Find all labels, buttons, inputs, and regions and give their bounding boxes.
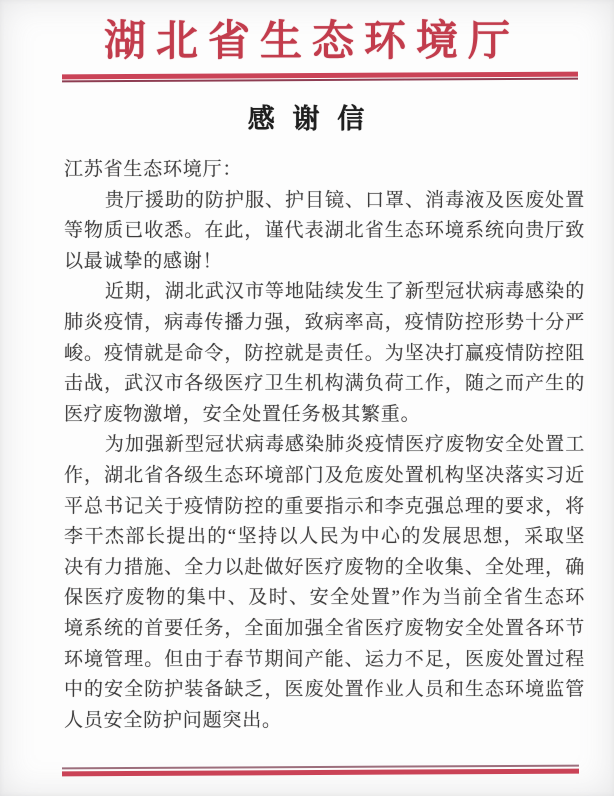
paragraph-1: 贵厅援助的防护服、护目镜、口罩、消毒液及医废处置等物质已收悉。在此，谨代表湖北省生态环境系统向贵厅致以最诚挚的感谢！ xyxy=(64,189,585,272)
letterhead xyxy=(0,0,614,81)
salutation: 江苏省生态环境厅： xyxy=(64,159,243,180)
paragraph-3: 为加强新型冠状病毒感染肺炎疫情医疗废物安全处置工作，湖北省各级生态环境部门及危废处置机构坚决落实习近平总书记关于疫情防控的重要指示和李克强总理的要求，将李干杰部长提出的“坚持以人民为中心的发展思想，采取坚决有力措施、全力以赴做好医疗废物的全收集、全处理，确保医疗废物的集中、及时、安全处置”作为当前全省生态环境系统的首要任务，全面加强全省医疗废物安全处置各环节环境管理。但由于春节期间产能、运力不足，医废处置过程中的安全防护装备缺乏，医废处置作业人员和生态环境监管人员安全防护问题突出。 xyxy=(64,434,585,731)
letter-body xyxy=(64,155,585,736)
document-title: 感 谢 信 xyxy=(247,104,367,134)
footer-double-rule xyxy=(62,765,579,776)
footer-rule-thick xyxy=(62,769,579,776)
paragraph-2: 近期，湖北武汉市等地陆续发生了新型冠状病毒感染的肺炎疫情，病毒传播力强，致病率高，疫情防控形势十分严峻。疫情就是命令，防控就是责任。为坚决打赢疫情防控阻击战，武汉市各级医疗卫生机构满负荷工作，随之而产生的医疗废物激增，安全处置任务极其繁重。 xyxy=(64,281,585,425)
letterhead-double-rule xyxy=(62,72,578,83)
letterhead-org-name: 湖北省生态环境厅 xyxy=(103,19,520,65)
